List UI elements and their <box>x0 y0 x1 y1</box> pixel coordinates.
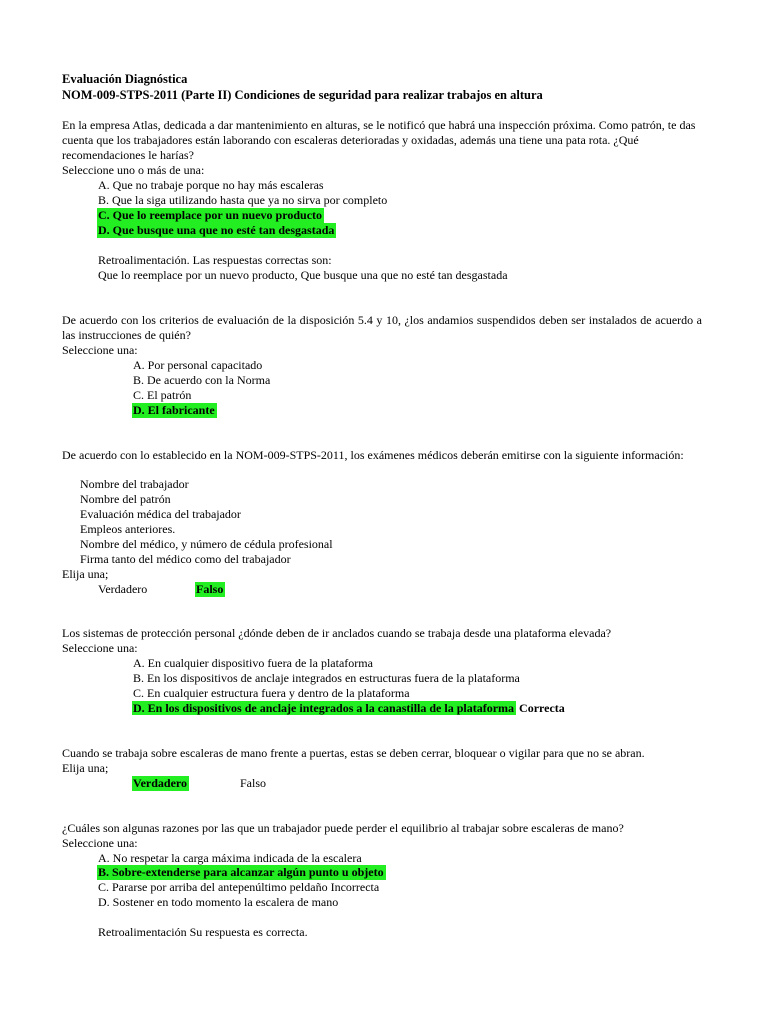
q2-option-b[interactable]: B. De acuerdo con la Norma <box>133 373 271 387</box>
document-subtitle: NOM-009-STPS-2011 (Parte II) Condiciones de seguridad para realizar trabajos en altura <box>62 88 543 102</box>
q5-text: Cuando se trabaja sobre escaleras de mano frente a puertas, estas se deben cerrar, bloquear o vigilar para que no se abran. <box>62 746 645 760</box>
q2-instruction: Seleccione una: <box>62 343 138 357</box>
q2-option-c[interactable]: C. El patrón <box>133 388 192 402</box>
q3-option-false[interactable]: Falso <box>196 582 224 596</box>
q3-item: Firma tanto del médico como del trabajador <box>80 552 291 566</box>
q5-option-false[interactable]: Falso <box>240 776 267 790</box>
q4-instruction: Seleccione una: <box>62 641 138 655</box>
q6-option-c[interactable]: C. Pararse por arriba del antepenúltimo peldaño <box>98 880 328 894</box>
q4-option-d[interactable]: D. En los dispositivos de anclaje integrados a la canastilla de la plataforma <box>133 701 515 715</box>
q4-option-b[interactable]: B. En los dispositivos de anclaje integrados en estructuras fuera de la plataforma <box>133 671 520 685</box>
q3-option-true[interactable]: Verdadero <box>98 582 148 596</box>
q5-instruction: Elija una; <box>62 761 109 775</box>
q1-instruction: Seleccione uno o más de una: <box>62 163 205 177</box>
document-title: Evaluación Diagnóstica <box>62 72 188 86</box>
q3-item: Nombre del médico, y número de cédula profesional <box>80 537 333 551</box>
q1-text: En la empresa Atlas, dedicada a dar mantenimiento en alturas, se le notificó que habrá una inspección próxima. Como patrón, te das cuenta que los trabajadores están laborando con escaleras deterioradas y oxidadas, además una tiene una pata rota. ¿Qué recomendaciones le harías? <box>62 118 696 162</box>
q3-item: Nombre del trabajador <box>80 477 189 491</box>
q2-option-a[interactable]: A. Por personal capacitado <box>133 358 263 372</box>
q3-item: Empleos anteriores. <box>80 522 176 536</box>
q4-option-d-row <box>132 701 565 716</box>
q6-option-b[interactable]: B. Sobre-extenderse para alcanzar algún punto u objeto <box>98 865 384 879</box>
q3-item: Nombre del patrón <box>80 492 171 506</box>
q6-instruction: Seleccione una: <box>62 836 138 850</box>
q3-item: Evaluación médica del trabajador <box>80 507 241 521</box>
q6-feedback: Retroalimentación Su respuesta es correcta. <box>98 925 308 939</box>
q6-option-d[interactable]: D. Sostener en todo momento la escalera de mano <box>98 895 339 909</box>
q1-option-d[interactable]: D. Que busque una que no esté tan desgastada <box>98 223 335 237</box>
q4-text: Los sistemas de protección personal ¿dónde deben de ir anclados cuando se trabaja desde una plataforma elevada? <box>62 626 612 640</box>
q4-option-c[interactable]: C. En cualquier estructura fuera y dentro de la plataforma <box>133 686 410 700</box>
q6-result: Incorrecta <box>330 880 380 894</box>
q1-option-c[interactable]: C. Que lo reemplace por un nuevo producto <box>98 208 323 222</box>
q1-option-b[interactable]: B. Que la siga utilizando hasta que ya no sirva por completo <box>98 193 388 207</box>
q4-option-a[interactable]: A. En cualquier dispositivo fuera de la plataforma <box>133 656 373 670</box>
q2-option-d[interactable]: D. El fabricante <box>133 403 215 417</box>
q6-text: ¿Cuáles son algunas razones por las que un trabajador puede perder el equilibrio al trabajar sobre escaleras de mano? <box>62 821 624 835</box>
q2-text: De acuerdo con los criterios de evaluación de la disposición 5.4 y 10, ¿los andamios suspendidos deben ser instalados de acuerdo a las instrucciones de quién? <box>62 313 702 342</box>
q5-option-true[interactable]: Verdadero <box>133 776 187 790</box>
q6-option-a[interactable]: A. No respetar la carga máxima indicada de la escalera <box>98 851 362 865</box>
q6-option-c-row <box>98 880 379 895</box>
q4-result: Correcta <box>519 701 565 715</box>
q3-instruction: Elija una; <box>62 567 109 581</box>
q1-feedback-label: Retroalimentación. Las respuestas correctas son: <box>98 253 332 267</box>
q1-feedback-text: Que lo reemplace por un nuevo producto, Que busque una que no esté tan desgastada <box>98 268 508 282</box>
q1-option-a[interactable]: A. Que no trabaje porque no hay más escaleras <box>98 178 324 192</box>
q3-text: De acuerdo con lo establecido en la NOM-009-STPS-2011, los exámenes médicos deberán emitirse con la siguiente información: <box>62 448 684 462</box>
